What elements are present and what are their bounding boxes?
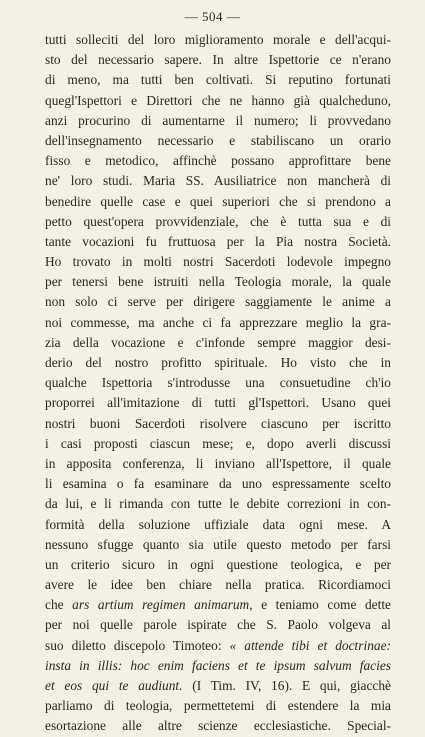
line-text: benedire quelle case e quei superiori che si prendono a xyxy=(45,193,391,209)
text-line-25 xyxy=(45,515,391,535)
text-line-30 xyxy=(45,615,391,635)
line-text: proporrei all'imitazione di tutti gl'Ispettori. Usano quei xyxy=(45,395,391,411)
line-text: suo diletto discepolo Timoteo: xyxy=(45,637,230,653)
text-line-23 xyxy=(45,474,391,494)
line-text: nessuno sfugge quanto sia utile questo metodo per farsi xyxy=(45,536,391,552)
text-line-11 xyxy=(45,232,391,252)
line-text: anzi procurino di aumentarne il numero; li provvedano xyxy=(45,112,391,128)
line-text: non solo ci serve per dirigere saggiamente le anime a xyxy=(45,294,391,310)
text-line-05 xyxy=(45,111,391,131)
line-text: , e teniamo come dette xyxy=(249,597,391,613)
line-text: esortazione alle altre scienze ecclesiastiche. Special- xyxy=(45,718,391,734)
line-text: tutti solleciti del loro miglioramento morale e dell'acqui- xyxy=(45,32,391,47)
text-line-14 xyxy=(45,292,391,312)
text-line-20 xyxy=(45,414,391,434)
line-text: sto del necessario sapere. In altre Ispettorie ce n'erano xyxy=(45,52,391,68)
text-line-27 xyxy=(45,555,391,575)
line-text: Ho trovato in molti nostri Sacerdoti lodevole impegno xyxy=(45,254,391,270)
line-text: li esamina o fa esaminare da uno espressamente scelto xyxy=(45,476,391,492)
text-line-09 xyxy=(45,192,391,212)
text-line-17 xyxy=(45,353,391,373)
text-line-02 xyxy=(45,50,391,70)
text-line-04 xyxy=(45,91,391,111)
line-text: qualche Ispettoria s'introdusse una consuetudine ch'io xyxy=(45,375,391,391)
latin-quote: insta in illis: hoc enim faciens et te ipsum salvum facies xyxy=(45,657,391,673)
line-text: fisso e metodico, affinchè possano approfittare bene xyxy=(45,153,391,169)
line-text: di meno, ma tutti ben coltivati. Si reputino fortunati xyxy=(45,72,391,88)
latin-quote: ars artium regimen animarum xyxy=(72,597,250,613)
text-line-18 xyxy=(45,373,391,393)
line-text: quegl'Ispettori e Direttori che ne hanno già qualcheduno, xyxy=(45,92,391,108)
line-text: per noi quelle parole ispirate che S. Paolo volgeva al xyxy=(45,617,391,633)
text-line-21 xyxy=(45,434,391,454)
text-line-16 xyxy=(45,333,391,353)
text-line-07 xyxy=(45,151,391,171)
line-text: un criterio sicuro in ogni questione teologica, e per xyxy=(45,556,391,572)
line-text: tante vocazioni fu fruttuosa per la Pia nostra Società. xyxy=(45,233,391,249)
line-text: petto quest'opera provvidenziale, che è tutta sua e di xyxy=(45,213,391,229)
page-body xyxy=(45,30,391,737)
text-line-08 xyxy=(45,171,391,191)
line-text: per tenersi bene istruiti nella Teologia morale, la quale xyxy=(45,274,391,290)
line-text: nostri buoni Sacerdoti risolvere ciascuno per iscritto xyxy=(45,415,391,431)
text-line-15 xyxy=(45,313,391,333)
latin-quote: « attende tibi et doctrinae: xyxy=(229,637,391,653)
text-line-13 xyxy=(45,272,391,292)
text-line-26 xyxy=(45,535,391,555)
line-text: derio del nostro profitto spirituale. Ho visto che in xyxy=(45,355,391,370)
line-text: parliamo di teologia, permettetemi di estendere la mia xyxy=(45,698,391,714)
text-line-10 xyxy=(45,212,391,232)
latin-quote: et eos qui te audiunt. xyxy=(45,678,183,693)
text-line-28 xyxy=(45,575,391,595)
text-line-31 xyxy=(45,636,391,656)
text-line-29 xyxy=(45,595,391,615)
line-text: che xyxy=(45,597,73,613)
page-number: — 504 — xyxy=(184,9,241,24)
text-line-03 xyxy=(45,70,391,90)
line-text: avere le idee ben chiare nella pratica. Ricordiamoci xyxy=(45,577,391,593)
text-line-34 xyxy=(45,696,391,716)
line-text: (I Tim. IV, 16). E qui, giacchè xyxy=(182,678,391,693)
line-text: ne' loro studi. Maria SS. Ausiliatrice non mancherà di xyxy=(45,173,391,189)
text-line-24 xyxy=(45,494,391,514)
text-line-35 xyxy=(45,716,391,736)
text-line-12 xyxy=(45,252,391,272)
text-line-22 xyxy=(45,454,391,474)
text-line-19 xyxy=(45,393,391,413)
text-line-32 xyxy=(45,656,391,676)
line-text: zia della vocazione e c'infonde sempre maggior desi- xyxy=(45,334,391,350)
text-line-06 xyxy=(45,131,391,151)
text-line-01 xyxy=(45,30,391,50)
text-line-33 xyxy=(45,676,391,696)
line-text: formità della soluzione uffiziale data ogni mese. A xyxy=(45,516,391,532)
line-text: i casi proposti ciascun mese; e, dopo averli discussi xyxy=(45,435,391,451)
line-text: dell'insegnamento necessario e stabiliscano un orario xyxy=(45,132,391,148)
line-text: noi commesse, ma anche ci fa apprezzare meglio la gra- xyxy=(45,314,391,330)
line-text: in apposita conferenza, li inviano all'Ispettore, il quale xyxy=(45,455,391,471)
line-text: da lui, e li rimanda con tutte le debite correzioni in con- xyxy=(45,496,391,512)
